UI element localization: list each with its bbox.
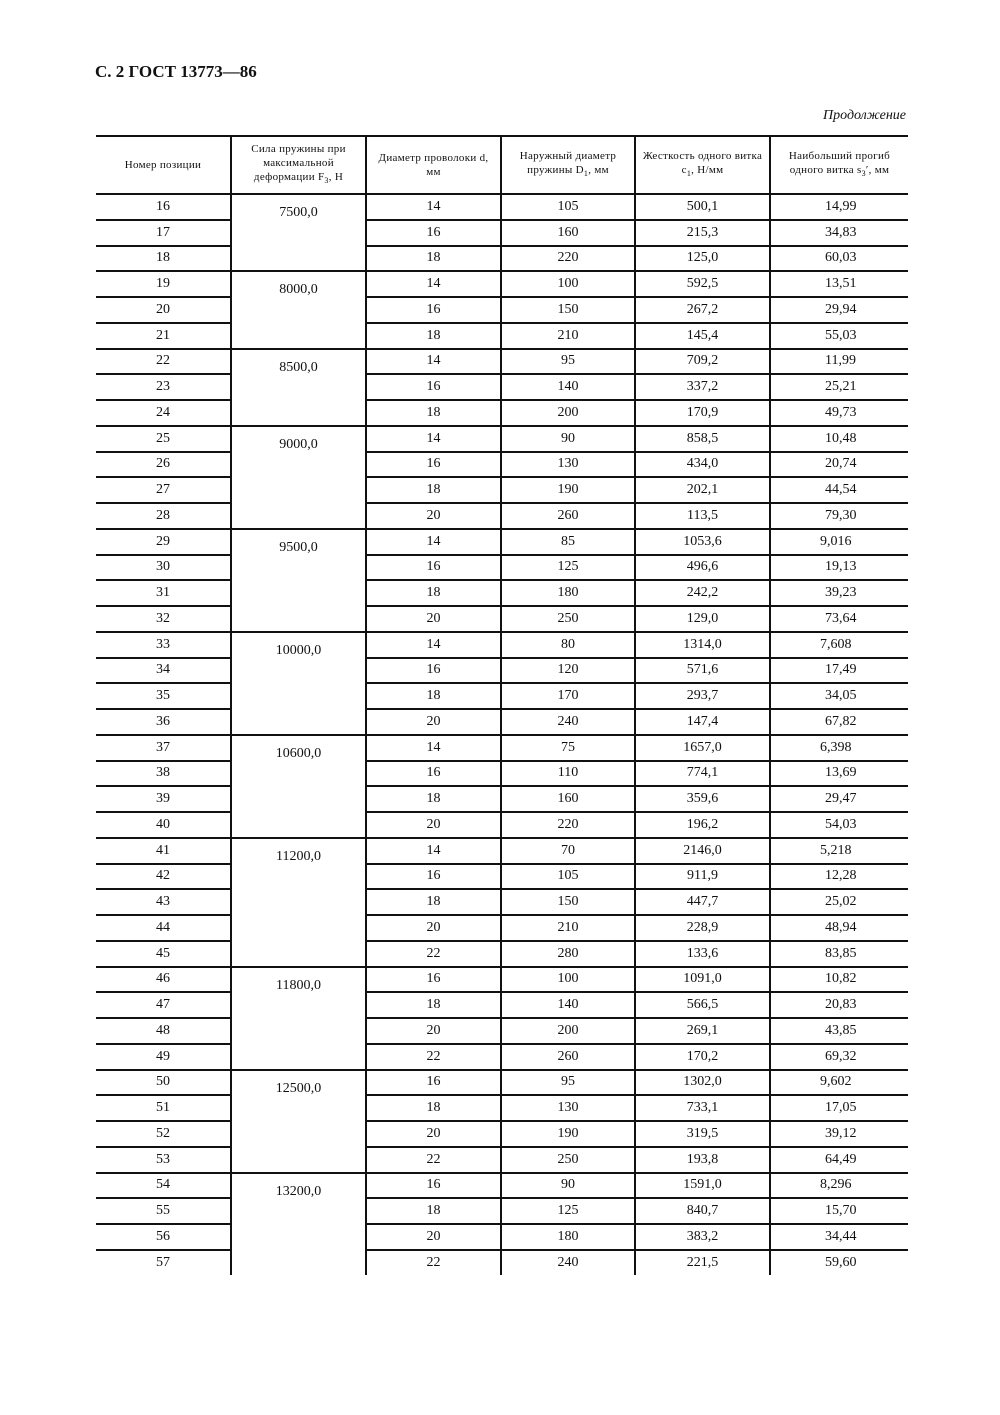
wire-diameter-cell: 20 <box>366 812 501 838</box>
table-row <box>96 683 908 709</box>
deflection-cell: 39,12 <box>770 1121 908 1147</box>
table-row <box>96 709 908 735</box>
outer-diameter-cell: 95 <box>501 1070 635 1096</box>
stiffness-cell: 774,1 <box>635 761 770 787</box>
table-row <box>96 580 908 606</box>
position-number-cell: 44 <box>96 915 231 941</box>
wire-diameter-cell: 16 <box>366 761 501 787</box>
position-number-cell: 56 <box>96 1224 231 1250</box>
outer-diameter-cell: 100 <box>501 271 635 297</box>
stiffness-cell: 383,2 <box>635 1224 770 1250</box>
stiffness-cell: 709,2 <box>635 349 770 375</box>
outer-diameter-cell: 190 <box>501 1121 635 1147</box>
spring-force-cell: 9000,0 <box>231 426 366 529</box>
stiffness-cell: 434,0 <box>635 452 770 478</box>
deflection-cell: 7,608 <box>770 632 908 658</box>
wire-diameter-cell: 20 <box>366 1121 501 1147</box>
deflection-cell: 17,49 <box>770 658 908 684</box>
deflection-cell: 15,70 <box>770 1198 908 1224</box>
position-number-cell: 29 <box>96 529 231 555</box>
table-row <box>96 349 908 375</box>
table-row <box>96 941 908 967</box>
wire-diameter-cell: 22 <box>366 1147 501 1173</box>
position-number-cell: 23 <box>96 374 231 400</box>
position-number-cell: 32 <box>96 606 231 632</box>
deflection-cell: 25,02 <box>770 889 908 915</box>
outer-diameter-cell: 130 <box>501 1095 635 1121</box>
wire-diameter-cell: 18 <box>366 889 501 915</box>
deflection-cell: 5,218 <box>770 838 908 864</box>
outer-diameter-cell: 210 <box>501 323 635 349</box>
stiffness-cell: 733,1 <box>635 1095 770 1121</box>
stiffness-cell: 147,4 <box>635 709 770 735</box>
outer-diameter-cell: 105 <box>501 864 635 890</box>
outer-diameter-cell: 200 <box>501 1018 635 1044</box>
outer-diameter-cell: 240 <box>501 709 635 735</box>
stiffness-cell: 592,5 <box>635 271 770 297</box>
position-number-cell: 16 <box>96 194 231 220</box>
wire-diameter-cell: 16 <box>366 1070 501 1096</box>
table-header-row <box>96 136 908 194</box>
outer-diameter-cell: 250 <box>501 606 635 632</box>
table-row <box>96 374 908 400</box>
deflection-cell: 9,602 <box>770 1070 908 1096</box>
stiffness-cell: 228,9 <box>635 915 770 941</box>
table-row <box>96 735 908 761</box>
table-row <box>96 452 908 478</box>
stiffness-cell: 170,9 <box>635 400 770 426</box>
outer-diameter-cell: 100 <box>501 967 635 993</box>
outer-diameter-cell: 150 <box>501 889 635 915</box>
stiffness-cell: 125,0 <box>635 246 770 272</box>
position-number-cell: 57 <box>156 1254 170 1270</box>
deflection-cell: 34,83 <box>770 220 908 246</box>
deflection-cell: 10,48 <box>770 426 908 452</box>
wire-diameter-cell: 14 <box>366 271 501 297</box>
outer-diameter-cell: 160 <box>501 220 635 246</box>
deflection-cell: 19,13 <box>770 555 908 581</box>
deflection-cell: 14,99 <box>770 194 908 220</box>
position-number-cell: 31 <box>96 580 231 606</box>
outer-diameter-cell: 250 <box>501 1147 635 1173</box>
stiffness-cell: 202,1 <box>635 477 770 503</box>
outer-diameter-cell: 75 <box>501 735 635 761</box>
table-row <box>96 1018 908 1044</box>
col-header-force: Сила пружины при максимальной деформации $F_3$, Н <box>231 136 366 194</box>
outer-diameter-cell: 210 <box>501 915 635 941</box>
outer-diameter-cell: 110 <box>501 761 635 787</box>
stiffness-cell: 359,6 <box>635 786 770 812</box>
wire-diameter-cell: 16 <box>366 452 501 478</box>
wire-diameter-cell: 16 <box>366 220 501 246</box>
outer-diameter-cell: 280 <box>501 941 635 967</box>
position-number-cell: 39 <box>96 786 231 812</box>
outer-diameter-cell: 260 <box>501 503 635 529</box>
wire-diameter-cell: 20 <box>366 709 501 735</box>
spring-force-cell: 11800,0 <box>231 967 366 1070</box>
table-row <box>96 1250 908 1275</box>
position-number-cell: 27 <box>96 477 231 503</box>
deflection-cell: 54,03 <box>770 812 908 838</box>
table-row <box>96 812 908 838</box>
stiffness-cell: 221,5 <box>635 1250 770 1275</box>
table-row <box>96 915 908 941</box>
deflection-cell: 13,51 <box>770 271 908 297</box>
stiffness-cell: 113,5 <box>635 503 770 529</box>
table-row <box>96 246 908 272</box>
table-row <box>96 323 908 349</box>
deflection-cell: 6,398 <box>770 735 908 761</box>
spring-force-cell: 8500,0 <box>231 349 366 426</box>
table-row <box>96 529 908 555</box>
table-row <box>96 838 908 864</box>
table-row <box>96 220 908 246</box>
deflection-cell: 29,94 <box>770 297 908 323</box>
wire-diameter-cell: 14 <box>366 194 501 220</box>
position-number-cell: 37 <box>96 735 231 761</box>
table-row <box>96 194 908 220</box>
wire-diameter-cell: 18 <box>366 992 501 1018</box>
outer-diameter-cell: 105 <box>501 194 635 220</box>
table-row <box>96 426 908 452</box>
wire-diameter-cell: 18 <box>366 786 501 812</box>
deflection-cell: 64,49 <box>770 1147 908 1173</box>
table-row <box>96 1173 908 1199</box>
table-row <box>96 503 908 529</box>
wire-diameter-cell: 14 <box>366 838 501 864</box>
outer-diameter-cell: 140 <box>501 374 635 400</box>
wire-diameter-cell: 20 <box>366 915 501 941</box>
table-row <box>96 889 908 915</box>
deflection-cell: 34,05 <box>770 683 908 709</box>
table-row <box>96 1095 908 1121</box>
outer-diameter-cell: 140 <box>501 992 635 1018</box>
deflection-cell: 17,05 <box>770 1095 908 1121</box>
deflection-cell: 48,94 <box>770 915 908 941</box>
table-row <box>96 1121 908 1147</box>
wire-diameter-cell: 14 <box>366 426 501 452</box>
wire-diameter-cell: 16 <box>366 555 501 581</box>
wire-diameter-cell: 14 <box>366 349 501 375</box>
wire-diameter-cell: 18 <box>366 400 501 426</box>
col-header-stiffness: Жесткость одного витка $c_1$, Н/мм <box>635 136 770 194</box>
outer-diameter-cell: 120 <box>501 658 635 684</box>
outer-diameter-cell: 130 <box>501 452 635 478</box>
deflection-cell: 73,64 <box>770 606 908 632</box>
table-row <box>96 400 908 426</box>
deflection-cell: 20,83 <box>770 992 908 1018</box>
spring-force-cell: 10600,0 <box>231 735 366 838</box>
continuation-label: Продолжение <box>823 108 906 123</box>
table-row <box>96 1198 908 1224</box>
position-number-cell: 20 <box>96 297 231 323</box>
position-number-cell: 41 <box>96 838 231 864</box>
spring-force-cell: 12500,0 <box>231 1070 366 1173</box>
table-row <box>96 477 908 503</box>
table-row <box>96 271 908 297</box>
wire-diameter-cell: 18 <box>366 1198 501 1224</box>
wire-diameter-cell: 16 <box>366 967 501 993</box>
stiffness-cell: 129,0 <box>635 606 770 632</box>
wire-diameter-cell: 18 <box>366 580 501 606</box>
wire-diameter-cell: 16 <box>366 1173 501 1199</box>
position-number-cell: 35 <box>96 683 231 709</box>
outer-diameter-cell: 80 <box>501 632 635 658</box>
deflection-cell: 67,82 <box>770 709 908 735</box>
stiffness-cell: 193,8 <box>635 1147 770 1173</box>
wire-diameter-cell: 16 <box>366 658 501 684</box>
position-number-cell: 38 <box>96 761 231 787</box>
wire-diameter-cell: 18 <box>366 683 501 709</box>
table-row <box>96 1070 908 1096</box>
wire-diameter-cell: 14 <box>366 735 501 761</box>
outer-diameter-cell: 160 <box>501 786 635 812</box>
outer-diameter-cell: 125 <box>501 1198 635 1224</box>
wire-diameter-cell: 14 <box>366 632 501 658</box>
deflection-cell: 12,28 <box>770 864 908 890</box>
deflection-cell: 69,32 <box>770 1044 908 1070</box>
stiffness-cell: 242,2 <box>635 580 770 606</box>
stiffness-cell: 1053,6 <box>635 529 770 555</box>
outer-diameter-cell: 190 <box>501 477 635 503</box>
outer-diameter-cell: 260 <box>501 1044 635 1070</box>
stiffness-cell: 267,2 <box>635 297 770 323</box>
table-row <box>96 864 908 890</box>
table-row <box>96 967 908 993</box>
stiffness-cell: 500,1 <box>635 194 770 220</box>
stiffness-cell: 2146,0 <box>635 838 770 864</box>
position-number-cell: 54 <box>96 1173 231 1199</box>
deflection-cell: 29,47 <box>770 786 908 812</box>
deflection-cell: 60,03 <box>770 246 908 272</box>
wire-diameter-cell: 14 <box>366 529 501 555</box>
position-number-cell: 51 <box>96 1095 231 1121</box>
outer-diameter-cell: 85 <box>501 529 635 555</box>
table-row <box>96 297 908 323</box>
wire-diameter-cell: 20 <box>366 503 501 529</box>
col-header-wire-diameter: Диаметр проволоки d, мм <box>366 136 501 194</box>
deflection-cell: 59,60 <box>770 1250 908 1275</box>
stiffness-cell: 145,4 <box>635 323 770 349</box>
deflection-cell: 13,69 <box>770 761 908 787</box>
outer-diameter-cell: 180 <box>501 580 635 606</box>
col-header-deflection: Наибольший прогиб одного витка $s_3'$, мм <box>770 136 908 194</box>
stiffness-cell: 337,2 <box>635 374 770 400</box>
outer-diameter-cell: 95 <box>501 349 635 375</box>
position-number-cell: 33 <box>96 632 231 658</box>
wire-diameter-cell: 20 <box>366 1224 501 1250</box>
table-body <box>96 194 908 1275</box>
table-row <box>96 1147 908 1173</box>
outer-diameter-cell: 90 <box>501 1173 635 1199</box>
stiffness-cell: 840,7 <box>635 1198 770 1224</box>
table-row <box>96 761 908 787</box>
stiffness-cell: 215,3 <box>635 220 770 246</box>
spring-force-cell: 10000,0 <box>231 632 366 735</box>
wire-diameter-cell: 16 <box>366 374 501 400</box>
position-number-cell: 42 <box>96 864 231 890</box>
table-row <box>96 992 908 1018</box>
outer-diameter-cell: 150 <box>501 297 635 323</box>
position-number-cell: 30 <box>96 555 231 581</box>
spring-parameters-table <box>96 135 908 1275</box>
stiffness-cell: 269,1 <box>635 1018 770 1044</box>
position-number-cell: 22 <box>96 349 231 375</box>
table-row <box>96 1044 908 1070</box>
position-number-cell: 21 <box>96 323 231 349</box>
spring-force-cell: 9500,0 <box>231 529 366 632</box>
outer-diameter-cell: 125 <box>501 555 635 581</box>
position-number-cell: 43 <box>96 889 231 915</box>
deflection-cell: 55,03 <box>770 323 908 349</box>
position-number-cell: 34 <box>96 658 231 684</box>
stiffness-cell: 196,2 <box>635 812 770 838</box>
deflection-cell: 44,54 <box>770 477 908 503</box>
wire-diameter-cell: 18 <box>366 1095 501 1121</box>
deflection-cell: 39,23 <box>770 580 908 606</box>
stiffness-cell: 170,2 <box>635 1044 770 1070</box>
position-number-cell: 52 <box>96 1121 231 1147</box>
deflection-cell: 49,73 <box>770 400 908 426</box>
table-row <box>96 606 908 632</box>
deflection-cell: 83,85 <box>770 941 908 967</box>
wire-diameter-cell: 20 <box>366 1018 501 1044</box>
position-number-cell: 53 <box>96 1147 231 1173</box>
table-row <box>96 1224 908 1250</box>
wire-diameter-cell: 16 <box>366 864 501 890</box>
wire-diameter-cell: 16 <box>366 297 501 323</box>
position-number-cell: 26 <box>96 452 231 478</box>
col-header-position: Номер позиции <box>96 136 231 194</box>
table-row <box>96 658 908 684</box>
stiffness-cell: 293,7 <box>635 683 770 709</box>
deflection-cell: 25,21 <box>770 374 908 400</box>
deflection-cell: 79,30 <box>770 503 908 529</box>
stiffness-cell: 911,9 <box>635 864 770 890</box>
wire-diameter-cell: 18 <box>366 477 501 503</box>
wire-diameter-cell: 20 <box>366 606 501 632</box>
outer-diameter-cell: 240 <box>501 1250 635 1275</box>
table-row <box>96 632 908 658</box>
stiffness-cell: 1314,0 <box>635 632 770 658</box>
position-number-cell: 49 <box>96 1044 231 1070</box>
position-number-cell: 47 <box>96 992 231 1018</box>
stiffness-cell: 1657,0 <box>635 735 770 761</box>
wire-diameter-cell: 18 <box>366 323 501 349</box>
outer-diameter-cell: 90 <box>501 426 635 452</box>
position-number-cell: 45 <box>96 941 231 967</box>
deflection-cell: 11,99 <box>770 349 908 375</box>
stiffness-cell: 1591,0 <box>635 1173 770 1199</box>
stiffness-cell: 1091,0 <box>635 967 770 993</box>
page-header: С. 2 ГОСТ 13773—86 <box>95 62 257 81</box>
position-number-cell: 48 <box>96 1018 231 1044</box>
position-number-cell: 36 <box>96 709 231 735</box>
deflection-cell: 9,016 <box>770 529 908 555</box>
stiffness-cell: 571,6 <box>635 658 770 684</box>
stiffness-cell: 566,5 <box>635 992 770 1018</box>
outer-diameter-cell: 200 <box>501 400 635 426</box>
stiffness-cell: 447,7 <box>635 889 770 915</box>
col-header-outer-diameter: Наружный диаметр пружины $D_1$, мм <box>501 136 635 194</box>
position-number-cell: 24 <box>96 400 231 426</box>
position-number-cell: 55 <box>96 1198 231 1224</box>
position-number-cell: 40 <box>96 812 231 838</box>
wire-diameter-cell: 18 <box>366 246 501 272</box>
stiffness-cell: 858,5 <box>635 426 770 452</box>
table-row <box>96 786 908 812</box>
stiffness-cell: 496,6 <box>635 555 770 581</box>
deflection-cell: 10,82 <box>770 967 908 993</box>
position-number-cell: 46 <box>96 967 231 993</box>
deflection-cell: 8,296 <box>770 1173 908 1199</box>
outer-diameter-cell: 220 <box>501 812 635 838</box>
position-number-cell: 17 <box>96 220 231 246</box>
position-number-cell: 28 <box>96 503 231 529</box>
spring-force-cell: 8000,0 <box>231 271 366 348</box>
deflection-cell: 43,85 <box>770 1018 908 1044</box>
wire-diameter-cell: 22 <box>366 1250 501 1275</box>
stiffness-cell: 133,6 <box>635 941 770 967</box>
stiffness-cell: 1302,0 <box>635 1070 770 1096</box>
position-number-cell: 19 <box>96 271 231 297</box>
outer-diameter-cell: 220 <box>501 246 635 272</box>
spring-force-cell: 13200,0 <box>231 1173 366 1275</box>
spring-force-cell: 7500,0 <box>231 194 366 271</box>
deflection-cell: 20,74 <box>770 452 908 478</box>
stiffness-cell: 319,5 <box>635 1121 770 1147</box>
position-number-cell: 18 <box>96 246 231 272</box>
deflection-cell: 34,44 <box>770 1224 908 1250</box>
outer-diameter-cell: 170 <box>501 683 635 709</box>
outer-diameter-cell: 180 <box>501 1224 635 1250</box>
position-number-cell: 50 <box>96 1070 231 1096</box>
spring-force-cell: 11200,0 <box>231 838 366 967</box>
wire-diameter-cell: 22 <box>366 1044 501 1070</box>
outer-diameter-cell: 70 <box>501 838 635 864</box>
position-number-cell: 25 <box>96 426 231 452</box>
table-row <box>96 555 908 581</box>
wire-diameter-cell: 22 <box>366 941 501 967</box>
